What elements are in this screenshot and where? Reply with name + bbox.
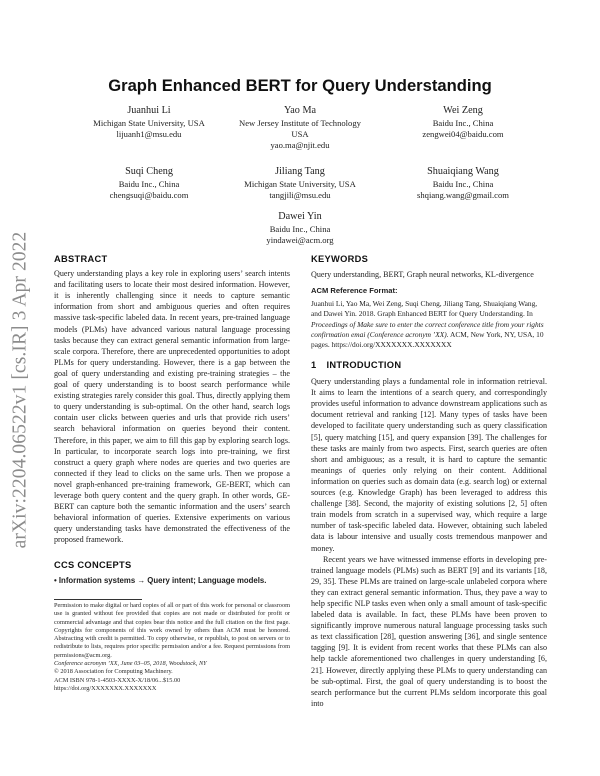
author-email: zengwei04@baidu.com [422,129,504,139]
acm-ref-body [311,299,547,350]
acm-ref-authors: Juanhui Li, Yao Ma, Wei Zeng, Suqi Cheng, Jiliang Tang, Shuaiqiang Wang, and Dawei Yin. 2018. Graph Enhanced BERT for Query Understanding. In [311,299,538,319]
author-affiliation: Michigan State University, USA [93,118,205,128]
author-block [64,165,234,201]
author-block [378,104,548,140]
author-affiliation: Baidu Inc., China [118,179,180,189]
keywords-section [311,254,547,280]
author-block [215,104,385,151]
acm-ref-heading: ACM Reference Format: [311,286,398,295]
isbn-line: ACM ISBN 978-1-4503-XXXX-X/18/06...$15.00 [54,676,181,684]
author-affiliation: Baidu Inc., China [432,179,494,189]
ccs-section [54,560,290,586]
author-email: yao.ma@njit.edu [270,140,330,150]
intro-heading [311,360,547,371]
author-email: tangjili@msu.edu [269,190,331,200]
author-email: yindawei@acm.org [266,235,334,245]
acm-ref-venue: Proceedings of Make sure to enter the correct conference title from your rights confirmation emai (Conference acronym ’XX). [311,319,544,339]
author-country: USA [291,129,309,139]
permission-text: Permission to make digital or hard copies of all or part of this work for personal or classroom use is granted without fee provided that copies are not made or distributed for profit or commercial advantage and that copies bear this notice and the full citation on the first page. Copyrights for components of this work owned by others than ACM must be honored. Abstracting with credit is permitted. To copy otherwise, or republish, to post on servers or to redistribute to lists, requires prior specific permission and/or a fee. Request permissions from permissions@acm.org. [54,602,290,659]
intro-paragraph: Query understanding plays a fundamental role in information retrieval. It aims to learn the intentions of a search query, and correspondingly provides useful information to advance downstream applications such as document retrieval and ranking [12]. Many types of tasks have been developed to facilitate query understanding such as query classification [5], query matching [15], and query expansion [39]. The challenges for these tasks are mainly from two aspects. First, search queries are often short and ambiguous; as a result, it is hard to capture the semantic meanings of queries only relying on their content. Additional information on queries such as domain data (e.g. search log) or external sources (e.g. Knowledge Graph) has been leveraged to address this challenge [38]. Second, the majority of existing solutions [2, 5] often train models from scratch in a supervised way, which require a large number of task-specific labeled data. However, obtaining such labeled data is labour intensive and usually costs tremendous manpower and money. [311,377,547,553]
author-email: lijuanh1@msu.edu [116,129,182,139]
author-block [215,165,385,201]
author-email: chengsuqi@baidu.com [109,190,189,200]
author-block [215,210,385,246]
author-block [378,165,548,201]
introduction-section [311,360,547,709]
acm-ref-tail: ACM, New York, NY, USA, 10 pages. https://doi.org/XXXXXXX.XXXXXXX [311,329,544,349]
acm-reference [311,285,547,350]
section-title: INTRODUCTION [326,360,402,370]
abstract-section [54,254,290,545]
keywords-text: Query understanding, BERT, Graph neural networks, KL-divergence [311,270,534,280]
author-name: Juanhui Li [127,105,171,116]
abstract-heading: ABSTRACT [54,254,108,264]
author-name: Dawei Yin [278,211,322,222]
ccs-text: • Information systems → Query intent; Language models. [54,576,267,586]
author-affiliation: New Jersey Institute of Technology [239,118,361,128]
footnote-rule [54,599,142,600]
author-block [64,104,234,140]
ccs-heading: CCS CONCEPTS [54,560,132,570]
intro-paragraph: Recent years we have witnessed immense efforts in developing pre-trained language models (PLMs) such as BERT [9] and its variants [18, 29, 35]. These PLMs are trained on large-scale unlabeled corpora where they can extract general semantic information. Thus, they pave a way to help specific NLP tasks even when only a small amount of task-specific labeled data is available. In fact, these PLMs have been proven to significantly improve numerous natural language processing tasks such as text classification [28], question answering [36], and single sentence tagging [9]. It is evident from recent works that these PLMs can also help tackle aforementioned two challenges in query understanding [6, 21]. However, directly applying these PLMs to query understanding can be sub-optimal. First, the goal of query understanding is to boost the search performance but the current PLMs seldom incorporate this goal into [311,554,547,708]
arxiv-stamp [6,215,34,565]
paper-title: Graph Enhanced BERT for Query Understanding [108,76,492,95]
conference-line: Conference acronym ’XX, June 03–05, 2018, Woodstock, NY [54,660,207,668]
author-name: Wei Zeng [443,105,483,116]
abstract-text: Query understanding plays a key role in exploring users’ search intents and facilitating users to locate their most desired information. However, it is inherently challenging since it needs to capture semantic information from short and ambiguous queries and often requires massive task-specific labeled data. In recent years, pre-trained language models (PLMs) have advanced various natural language processing tasks because they can extract general semantic information from large-scale corpora. Therefore, there are unprecedented opportunities to adopt PLMs for query understanding. However, there is a gap between the goal of query understanding and existing pre-training strategies – the goal of query understanding is to boost search performance while existing strategies rarely consider this goal. Thus, directly applying them to query understanding is sub-optimal. On the other hand, search logs contain user clicks between queries and urls that provide rich users’ search behavioral information on queries beyond their content. Therefore, in this paper, we aim to fill this gap by exploring search logs. In particular, to incorporate search logs into pre-training, we first construct a query graph where nodes are queries and two queries are connected if they lead to clicks on the same urls. Then we propose a novel graph-enhanced pre-training framework, GE-BERT, which can leverage both query content and the query graph. In other words, GE-BERT can capture both the semantic information and the users’ search behavioral information of queries. Extensive experiments on various query understanding tasks have demonstrated the effectiveness of the proposed framework. [54,269,290,545]
author-name: Suqi Cheng [125,166,173,177]
section-number: 1 [311,360,317,370]
author-email: shqiang.wang@gmail.com [417,190,509,200]
author-name: Jiliang Tang [275,166,325,177]
copyright-line: © 2018 Association for Computing Machinery. [54,668,173,676]
author-name: Yao Ma [283,105,317,116]
author-affiliation: Michigan State University, USA [244,179,356,189]
author-affiliation: Baidu Inc., China [432,118,494,128]
arxiv-stamp-text: arXiv:2204.06522v1 [cs.IR] 3 Apr 2022 [9,231,30,549]
doi-link[interactable]: https://doi.org/XXXXXXX.XXXXXXX [54,684,157,692]
author-affiliation: Baidu Inc., China [269,224,331,234]
author-name: Shuaiqiang Wang [427,166,499,177]
keywords-heading: KEYWORDS [311,254,369,264]
footnote [54,599,290,693]
